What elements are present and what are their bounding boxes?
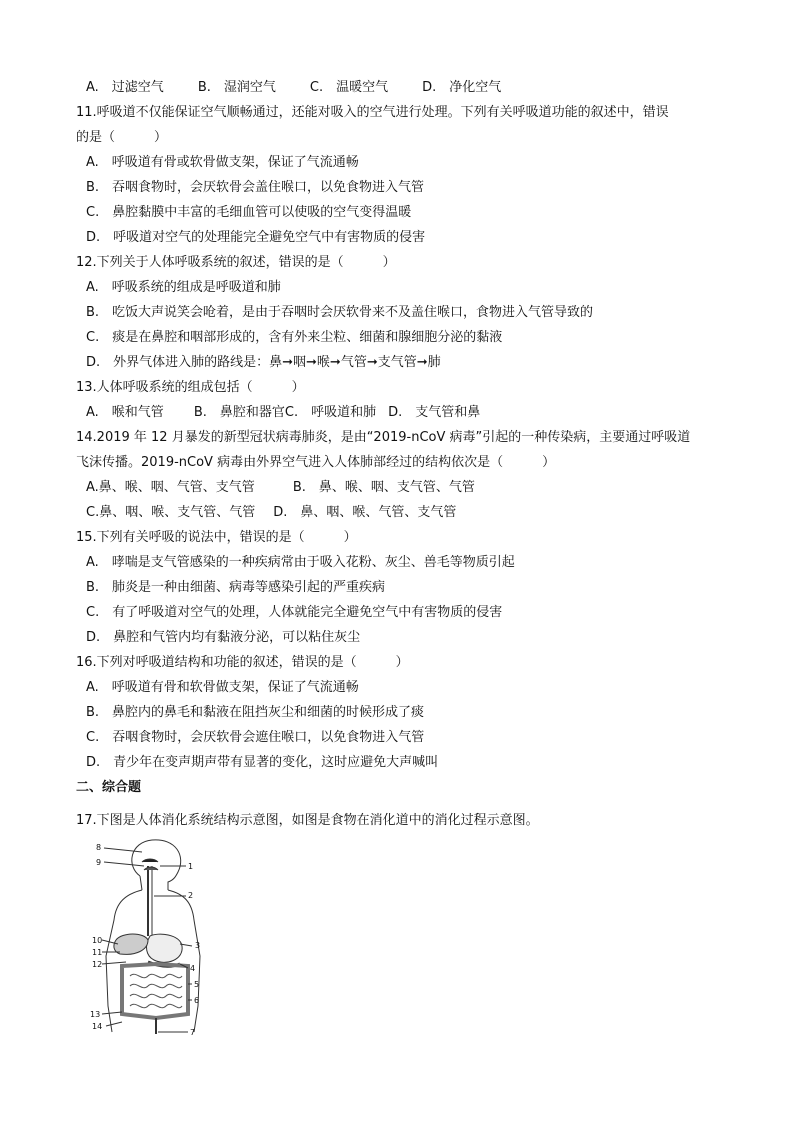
figure-label-2: 2	[188, 891, 194, 900]
q10-option-a: A. 过滤空气	[86, 80, 164, 95]
q10-options	[86, 78, 501, 98]
q12-stem: 12.下列关于人体呼吸系统的叙述，错误的是（ ）	[76, 255, 396, 270]
q14-option-b: B. 鼻、喉、咽、支气管、气管	[292, 480, 475, 495]
q16-option-c: C. 吞咽食物时，会厌软骨会遮住喉口，以免食物进入气管	[86, 730, 425, 745]
figure-label-4: 4	[190, 964, 196, 973]
figure-label-5: 5	[194, 980, 200, 989]
q14-option-d: D. 鼻、咽、喉、气管、支气管	[273, 505, 457, 520]
q14-stem-line1: 14.2019 年 12 月暴发的新型冠状病毒肺炎，是由“2019-nCoV 病毒”引起的一种传染病，主要通过呼吸道	[76, 430, 691, 445]
q16-option-a: A. 呼吸道有骨和软骨做支架，保证了气流通畅	[86, 680, 359, 695]
q12-option-a: A. 呼吸系统的组成是呼吸道和肺	[86, 280, 281, 295]
figure-label-8: 8	[96, 843, 102, 852]
q15-stem: 15.下列有关呼吸的说法中，错误的是（ ）	[76, 530, 357, 545]
q12-option-b: B. 吃饭大声说笑会呛着，是由于吞咽时会厌软骨来不及盖住喉口，食物进入气管导致的	[86, 305, 594, 320]
q15-option-d: D. 鼻腔和气管内均有黏液分泌，可以粘住灰尘	[86, 630, 361, 645]
q12-option-d: D. 外界气体进入肺的路线是：鼻➞咽➞喉➞气管➞支气管➞肺	[86, 355, 441, 370]
section-title: 二、综合题	[76, 780, 142, 795]
q13-option-d: D. 支气管和鼻	[388, 405, 481, 420]
figure-label-3: 3	[195, 941, 201, 950]
figure-label-10: 10	[92, 936, 103, 945]
q14-options-row2	[86, 503, 456, 523]
q13-option-a: A. 喉和气管	[86, 405, 164, 420]
q17-stem: 17.下图是人体消化系统结构示意图，如图是食物在消化道中的消化过程示意图。	[76, 813, 539, 828]
q11-option-d: D. 呼吸道对空气的处理能完全避免空气中有害物质的侵害	[86, 230, 426, 245]
figure-label-1: 1	[188, 862, 194, 871]
q13-option-b: B. 鼻腔和器官C. 呼吸道和肺	[193, 405, 377, 420]
q11-stem-line1: 11.呼吸道不仅能保证空气顺畅通过，还能对吸入的空气进行处理。下列有关呼吸道功能的叙述中，错误	[76, 105, 669, 120]
figure-label-14: 14	[92, 1022, 103, 1031]
q14-stem-line2: 飞沫传播。2019-nCoV 病毒由外界空气进入人体肺部经过的结构依次是（ ）	[76, 455, 556, 470]
figure-label-7: 7	[190, 1028, 196, 1037]
q13-options	[86, 403, 496, 423]
q13-stem: 13.人体呼吸系统的组成包括（ ）	[76, 380, 305, 395]
q10-option-d: D. 净化空气	[422, 80, 502, 95]
figure-label-6: 6	[194, 996, 200, 1005]
q11-option-b: B. 吞咽食物时，会厌软骨会盖住喉口，以免食物进入气管	[86, 180, 425, 195]
figure-label-12: 12	[92, 960, 103, 969]
q11-stem-line2: 的是（ ）	[76, 130, 168, 145]
q12-option-c: C. 痰是在鼻腔和咽部形成的，含有外来尘粒、细菌和腺细胞分泌的黏液	[86, 330, 503, 345]
figure-label-9: 9	[96, 858, 102, 867]
q11-option-c: C. 鼻腔黏膜中丰富的毛细血管可以使吸的空气变得温暖	[86, 205, 412, 220]
q11-option-a: A. 呼吸道有骨或软骨做支架，保证了气流通畅	[86, 155, 359, 170]
q15-option-c: C. 有了呼吸道对空气的处理，人体就能完全避免空气中有害物质的侵害	[86, 605, 503, 620]
q14-options-row1	[86, 478, 475, 498]
figure-label-11: 11	[92, 948, 103, 957]
q16-option-d: D. 青少年在变声期声带有显著的变化，这时应避免大声喊叫	[86, 755, 439, 770]
q16-stem: 16.下列对呼吸道结构和功能的叙述，错误的是（ ）	[76, 655, 409, 670]
q16-option-b: B. 鼻腔内的鼻毛和黏液在阻挡灰尘和细菌的时候形成了痰	[86, 705, 425, 720]
q15-option-b: B. 肺炎是一种由细菌、病毒等感染引起的严重疾病	[86, 580, 386, 595]
q10-option-c: C. 温暖空气	[309, 80, 389, 95]
figure-label-13: 13	[90, 1010, 101, 1019]
q15-option-a: A. 哮喘是支气管感染的一种疾病常由于吸入花粉、灰尘、兽毛等物质引起	[86, 555, 515, 570]
q10-option-b: B. 湿润空气	[197, 80, 276, 95]
digestive-system-diagram	[90, 836, 216, 1037]
q14-option-a: A.鼻、喉、咽、气管、支气管	[86, 480, 255, 495]
q14-option-c: C.鼻、咽、喉、支气管、气管	[86, 505, 256, 520]
